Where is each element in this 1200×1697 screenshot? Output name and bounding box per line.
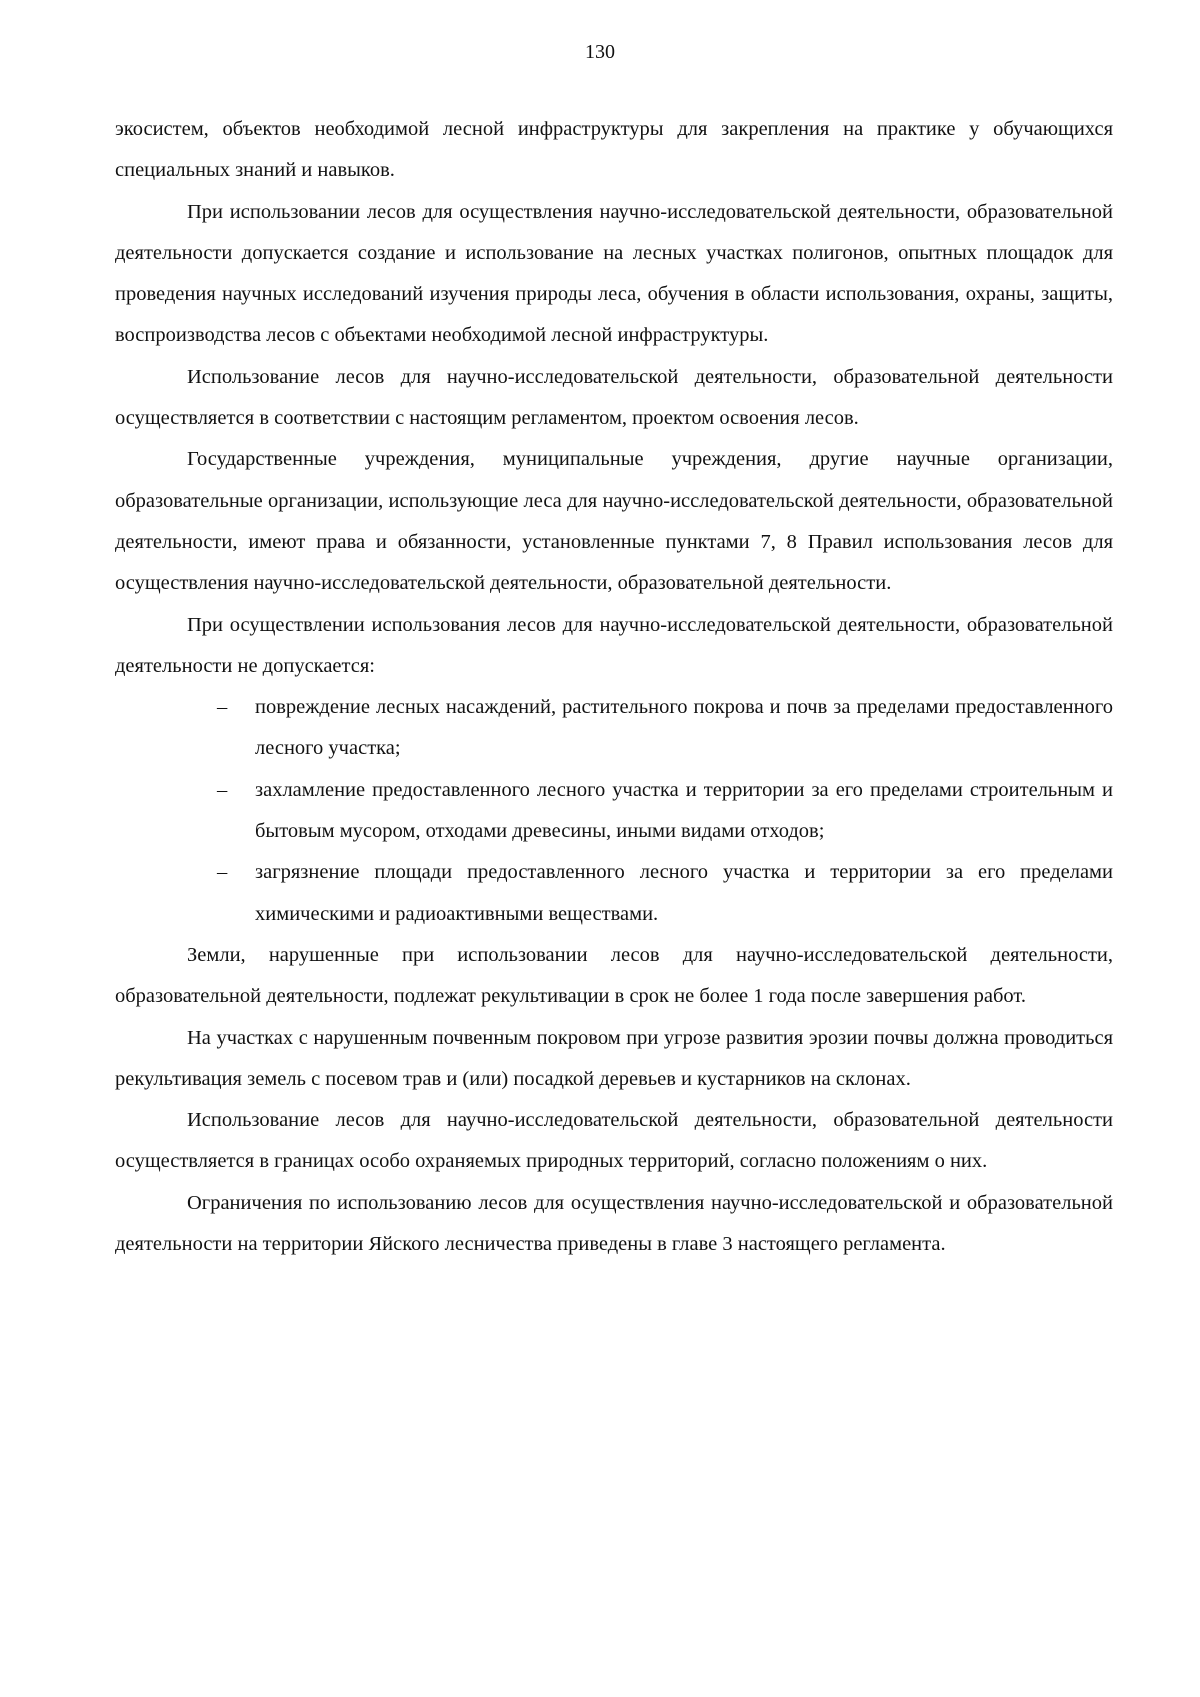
page-number: 130 <box>585 41 615 63</box>
list-item <box>217 852 1113 935</box>
list-item-text: загрязнение площади предоставленного лесного участка и территории за его пределами химическими и радиоактивными веществами. <box>255 861 1113 925</box>
dash-marker: – <box>217 696 228 719</box>
paragraph-prohibitions-intro: При осуществлении использования лесов для научно-исследовательской деятельности, образовательной деятельности не допускается: <box>115 613 1113 677</box>
paragraph-regulation: Использование лесов для научно-исследовательской деятельности, образовательной деятельности осуществляется в соответствии с настоящим регламентом, проектом освоения лесов. <box>115 365 1113 430</box>
paragraph-institutions: Государственные учреждения, муниципальные учреждения, другие научные организации, образовательные организации, использующие леса для научно-исследовательской деятельности, образовательной деятельности, имеют права и обязанности, установленные пунктами 7, 8 Правил использования лесов для осуществления научно-исследовательской деятельности, образовательной деятельности. <box>115 448 1113 595</box>
dash-marker: – <box>217 778 228 801</box>
paragraph-erosion: На участках с нарушенным почвенным покровом при угрозе развития эрозии почвы должна проводиться рекультивация земель с посевом трав и (или) посадкой деревьев и кустарников на склонах. <box>115 1026 1113 1090</box>
paragraph-protected-areas: Использование лесов для научно-исследовательской деятельности, образовательной деятельности осуществляется в границах особо охраняемых природных территорий, согласно положениям о них. <box>115 1109 1113 1173</box>
prohibitions-list <box>115 687 1113 935</box>
list-item <box>217 687 1113 770</box>
paragraph-restrictions: Ограничения по использованию лесов для осуществления научно-исследовательской и образовательной деятельности на территории Яйского лесничества приведены в главе 3 настоящего регламента. <box>115 1191 1113 1256</box>
list-item-text: повреждение лесных насаждений, растительного покрова и почв за пределами предоставленного лесного участка; <box>255 696 1113 760</box>
paragraph-polygons: При использовании лесов для осуществления научно-исследовательской деятельности, образовательной деятельности допускается создание и использование на лесных участках полигонов, опытных площадок для проведения научных исследований изучения природы леса, обучения в области использования, охраны, защиты, воспроизводства лесов с объектами необходимой лесной инфраструктуры. <box>115 200 1113 347</box>
page-body <box>115 109 1113 1265</box>
paragraph-recultivation: Земли, нарушенные при использовании лесов для научно-исследовательской деятельности, образовательной деятельности, подлежат рекультивации в срок не более 1 года после завершения работ. <box>115 943 1113 1008</box>
dash-marker: – <box>217 861 228 884</box>
list-item <box>217 770 1113 853</box>
paragraph-continuation: экосистем, объектов необходимой лесной инфраструктуры для закрепления на практике у обучающихся специальных знаний и навыков. <box>115 118 1113 182</box>
list-item-text: захламление предоставленного лесного участка и территории за его пределами строительным и бытовым мусором, отходами древесины, иными видами отходов; <box>255 778 1113 843</box>
